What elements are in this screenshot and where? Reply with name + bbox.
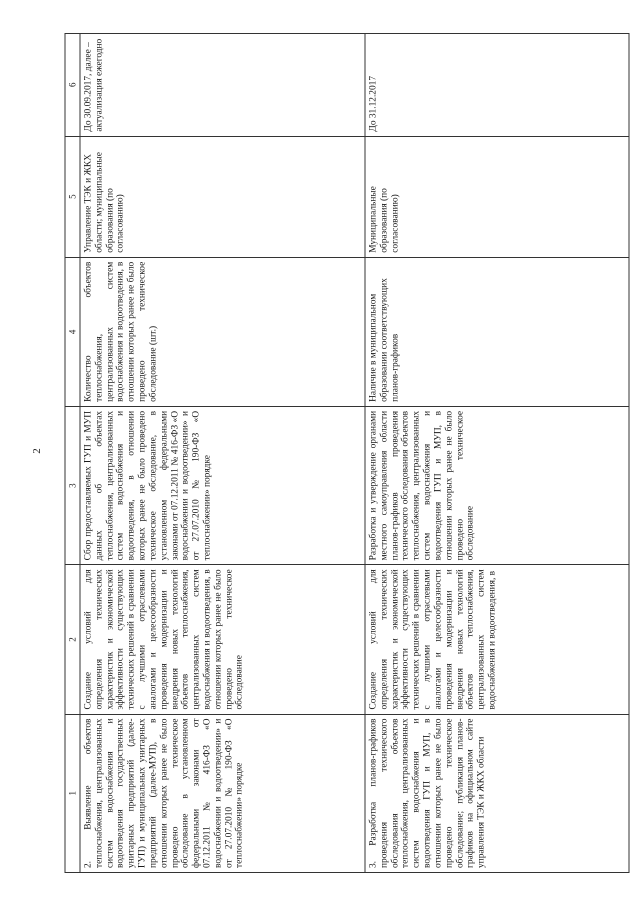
table-cell: 3. Разработка планов-графиков проведения технического обследования объектов теплоснабжения, централизованных систем водоснабжения и водоотведения ГУП и МУП, в отношении которых ранее не было проведено техническое обследование; публикация планов-графиков на официальном сайте управления ТЭК и ЖКХ области bbox=[365, 714, 629, 872]
table-cell: Сбор предоставляемых ГУП и МУП данных об объектах теплоснабжения, централизованных систем водоснабжения и водоотведения, в отношении которых ранее не было проведено техническое обследование, в установленном федеральными законами от 07.12.2011 № 416-ФЗ «О водоснабжении и водоотведении» и от 27.07.2010 № 190-ФЗ «О теплоснабжении» порядке bbox=[80, 406, 365, 564]
column-header: 3 bbox=[65, 406, 80, 564]
table-row bbox=[80, 34, 365, 873]
column-header: 6 bbox=[65, 34, 80, 137]
measures-table-container bbox=[65, 33, 630, 873]
table-cell: Создание условий для определения технических характеристик и экономической эффективности существующих технических решений в сравнении с лучшими отраслевыми аналогами и целесообразности проведения модернизации и внедрения новых технологий объектов теплоснабжения, централизованных систем водоснабжения и водоотведения, в bbox=[365, 565, 629, 714]
table-cell: Количество объектов теплоснабжения, централизованных систем водоснабжения и водоотведения, в отношении которых ранее не было проведено техническое обследование (шт.) bbox=[80, 257, 365, 406]
table-cell: Наличие в муниципальном образовании соответствующих планов-графиков bbox=[365, 257, 629, 406]
table-cell: До 30.09.2017, далее – актуализация ежегодно bbox=[80, 34, 365, 137]
table-cell: 2. Выявление объектов теплоснабжения, централизованных систем водоснабжения и водоотведения государственных унитарных предприятий (далее-ГУП) и муниципальных унитарных предприятий (далее-МУП), в отношении которых ранее не было проведено техническое обследование в установленном федеральными законами от 07.12.2011 № 416-ФЗ «О водоснабжении и водоотведении» и от 27.07.2010 № 190-ФЗ «О теплоснабжении» порядке bbox=[80, 714, 365, 872]
column-header: 2 bbox=[65, 565, 80, 714]
table-cell: Создание условий для определения технических характеристик и экономической эффективности существующих технических решений в сравнении с лучшими отраслевыми аналогами и целесообразности проведения модернизации и внедрения новых технологий объектов теплоснабжения, централизованных систем водоснабжения и водоотведения, в отношении которых ранее не было проведено техническое обследование bbox=[80, 565, 365, 714]
table-cell: Муниципальные образования (по согласованию) bbox=[365, 136, 629, 257]
page-number: 2 bbox=[30, 448, 43, 454]
table-cell: Управление ТЭК и ЖКХ области; муниципальные образования (по согласованию) bbox=[80, 136, 365, 257]
table-row bbox=[365, 34, 629, 873]
table-header-row bbox=[65, 34, 80, 873]
table-cell: До 31.12.2017 bbox=[365, 34, 629, 137]
table-cell: Разработка и утверждение органами местного самоуправления области планов-графиков проведения технического обследования объектов теплоснабжения, централизованных систем водоснабжения и водоотведения ГУП и МУП, в отношении которых ранее не было проведено техническое обследование bbox=[365, 406, 629, 564]
column-header: 5 bbox=[65, 136, 80, 257]
column-header: 1 bbox=[65, 714, 80, 872]
measures-table bbox=[65, 33, 630, 873]
column-header: 4 bbox=[65, 257, 80, 406]
